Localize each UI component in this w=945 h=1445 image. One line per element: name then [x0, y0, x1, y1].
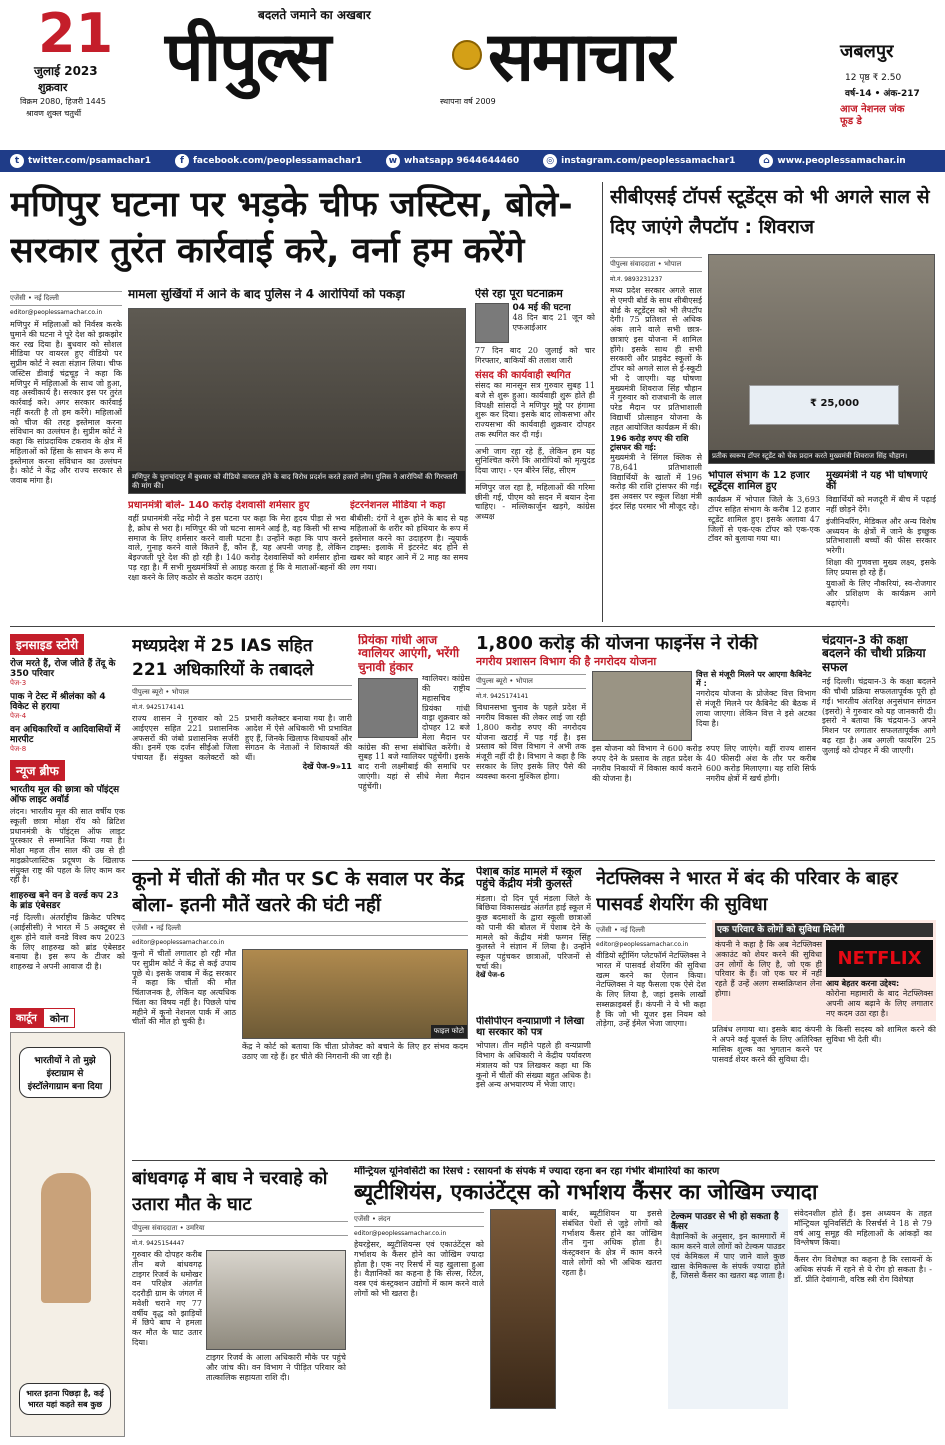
volume: वर्ष-14 • अंक-217 — [845, 89, 920, 99]
lead-sub2: इंटरनेशनल मीडिया ने कहा बीबीसी: दंगों ने शुरू होने के बाद से यह महिलाओं के शरीर को हथियार के रूप में इस्तेमाल करने का उदाहरण है। न्यूयार्क टाइम्स: इलाके में इंटरनेट बंद होने से खबर को बाहर आने में 2 माह का समय लग गया। — [350, 500, 468, 572]
logo-title-right: समाचार — [488, 18, 673, 97]
inside-item[interactable]: रोज मरते हैं, रोज जीते हैं तेंदू के 350 परिवार पेज-3 — [10, 659, 116, 688]
montreal-story: मॉन्ट्रियल यूनिवर्सिटी का रिसर्च : रसायनों के संपर्क में ज्यादा रहना बन रहा गंभीर बीमारियों का कारण ब्यूटीशियंस, एकाउंटेंट्स को गर्भाशय कैंसर का जोखिम ज्यादा एजेंसी • लंदन editor@peoplessamachar.co.in हेयरड्रेसर, ब्यूटीशियन्स एवं एकाउंटेंट्स को गर्भाशय के कैंसर होने का जोखिम ज्यादा होता है। एक नए रिसर्च में यह खुलासा हुआ है। वैज्ञानिकों का कहना है कि सेल्स, रिटेल, वस्त्र एवं कंस्ट्रक्शन उद्योगों में काम करने वाले लोगों को भी खतरा है। बार्बर, ब्यूटीशियन या इससे संबंधित पेशों से जुड़े लोगों को गर्भाशय कैंसर होने का जोखिम तीन गुना अधिक होता है। कंस्ट्रक्शन के क्षेत्र में काम करने वाले लोगों को भी अधिक खतरा रहता है। टेल्कम पाउडर से भी हो सकता है कैंसर वैज्ञानिकों के अनुसार, इन कामगारों में काम करने वाले लोगों को टेल्कम पाउडर एवं केमिकल में पाए जाने वाले कुछ खास केमिकल्स के संपर्क ज्यादा होते हैं, जिससे कैंसर का खतरा बढ़ जाता है। संवेदनशील होते हैं। इस अध्ययन के तहत मॉन्ट्रियल यूनिवर्सिटी के रिसर्चर्स ने 18 से 79 वर्ष आयु समूह की महिलाओं के आंकड़ों का विश्लेषण किया। कैंसर रोग विशेषज्ञ का कहना है कि रसायनों के अधिक संपर्क में रहने से ये रोग हो सकता है। - डॉ. प्रीति देवांगानी, वरिष्ठ स्त्री रोग विशेषज्ञ — [354, 1166, 936, 1440]
inside-item[interactable]: पाक ने टेस्ट में श्रीलंका को 4 विकेट से हराया पेज-4 — [10, 692, 106, 721]
cartoon-panel: भारतीयों ने तो मुझे इंस्टाग्राम से इंस्टॉलेगाग्राम बना दिया भारत इतना पिछड़ा है, कई भारत यहां कहते सब कुछ — [10, 1032, 125, 1437]
timeline-col: ऐसे रहा पूरा घटनाक्रम 04 मई की घटना 48 दिन बाद 21 जून को एफआईआर 77 दिन बाद 20 जुलाई को चार गिरफ्तार, बाकियों की तलाश जारी संसद की कार्यवाही स्थगित संसद का मानसून सत्र गुरुवार सुबह 11 बजे से शुरू हुआ। कार्यवाही शुरू होते ही विपक्षी सांसदों ने मणिपुर मुद्दे पर हंगामा शुरू कर दिया। इसके बाद लोकसभा और राज्यसभा की कार्यवाही शुक्रवार दोपहर तक स्थगित कर दी गई। अभी जाग रहा रहे हैं, लेकिन हम यह सुनिश्चित करेंगे कि आरोपियों को मृत्युदंड दिया जाए। - एन बीरेन सिंह, सीएम मणिपुर जल रहा है, महिलाओं की गरिमा छीनी गई, पीएम को सदन में बयान देना चाहिए। - मल्लिकार्जुन खड़गे, कांग्रेस अध्यक्ष — [475, 288, 595, 521]
list-item: इंजीनियरिंग, मेडिकल और अन्य विशेष अध्ययन के क्षेत्रों में जाने के इच्छुक प्रतिभाशाली बच्चों की फीस सरकार भरेगी। — [826, 516, 936, 556]
social-item[interactable]: f facebook.com/peoplessamachar1 — [175, 154, 362, 168]
pages-price: 12 पृष्ठ ₹ 2.50 — [845, 73, 902, 83]
lead-photo — [128, 308, 466, 494]
cartoon: कार्टून कोना भारतीयों ने तो मुझे इंस्टाग्राम से इंस्टॉलेगाग्राम बना दिया भारत इतना पिछड़ा है, कई भारत यहां कहते सब कुछ — [10, 1008, 125, 1438]
masthead — [0, 0, 945, 148]
date-day: 21 — [38, 2, 114, 65]
cheetah-photo: फाइल फोटो — [242, 949, 468, 1039]
cartoon-figure — [41, 1173, 91, 1303]
cbse-photo: ₹ 25,000 प्रतीक स्वरूप टॉपर स्टूडेंट को चेक प्रदान करते मुख्यमंत्री शिवराज सिंह चौहान। — [708, 254, 935, 464]
cbse-text: पीपुल्स संवाददाता • भोपाल मो.नं. 9893231237 — [610, 254, 702, 622]
social-bar — [0, 150, 945, 172]
lead-body: मणिपुर में महिलाओं को निर्वस्त्र करके घुमाने की घटना ने पूरे देश को झकझोर कर रख दिया है। बुधवार को सोशल मीडिया पर वायरल हुए वीडियो पर सुप्रीम कोर्ट ने स्वतः संज्ञान लिया। चीफ जस्टिस डीवाई चंद्रचूड़ ने कहा कि मणिपुर में महिलाओं के साथ जो हुआ, वह अस्वीकार्य है। सरकार इस पर तुरंत कार्रवाई करे। अगर सरकार कार्रवाई नहीं करती है तो हम करेंगे। महिलाओं को चीज की तरह इस्तेमाल करना संविधान का उल्लंघन है। सुप्रीम कोर्ट ने कहा कि सांप्रदायिक टकराव के क्षेत्र में महिलाओं को हिंसा के साधन के रूप में इस्तेमाल करना संविधान का उल्लंघन है। कोर्ट ने केंद्र और राज्य सरकार से जवाब मांगा है। — [10, 320, 122, 485]
moon-story: चंद्रयान-3 की कक्षा बदलने की चौथी प्रक्रिया सफल नई दिल्ली। चंद्रयान-3 के कक्षा बदलने की चौथी प्रक्रिया सफलतापूर्वक पूरी हो गई। भारतीय अंतरिक्ष अनुसंधान संगठन (इसरो) ने गुरुवार को यह जानकारी दी। इसरो ने बताया कि चंद्रयान-3 अपने मिशन पर लगातार सफलतापूर्वक आगे बढ़ रहा है। अब अगली फायरिंग 25 जुलाई को दोपहर में की जाएगी। — [822, 634, 936, 755]
list-item: युवाओं के लिए नौकरियां, स्व-रोजगार और प्रशिक्षण के कार्यक्रम आगे बढ़ाएंगे। — [826, 579, 936, 608]
lead-headline: मणिपुर घटना पर भड़के चीफ जस्टिस, बोले- सरकार तुरंत कार्रवाई करे, वर्ना हम करेंगे — [10, 185, 573, 271]
lead-email: editor@peoplessamachar.co.in — [10, 309, 103, 316]
social-item[interactable]: t twitter.com/psamachar1 — [10, 154, 151, 168]
cbse-body: मध्य प्रदेश सरकार अगले साल से एमपी बोर्ड के साथ सीबीएसई बोर्ड के स्टूडेंट्स को भी लैपटॉप देगी। 75 प्रतिशत से अधिक अंक लाने वाले सभी छात्र-छात्राएं इस योजना में शामिल होंगे। इसके साथ ही सभी सरकारी और प्राइवेट स्कूलों के टॉपर को अगले साल से ई-स्कूटी भी दे जाएगी। यह घोषणा मुख्यमंत्री शिवराज सिंह चौहान ने गुरुवार को राजधानी के लाल परेड मैदान पर प्रतिभाशाली विद्यार्थी प्रोत्साहन योजना के तहत आयोजित कार्यक्रम में की। 196 करोड़ रुपए की राशि ट्रांसफर की गई: मुख्यमंत्री ने सिंगल क्लिक से 78,641 प्रतिभाशाली विद्यार्थियों के खातों में 196 करोड़ की राशि ट्रांसफर की गई। इस अवसर पर स्कूल शिक्षा मंत्री इंदर सिंह परमार भी मौजूद रहे। — [610, 286, 702, 511]
twitter-icon: t — [10, 154, 24, 168]
lead-photo-caption: मणिपुर के चुराचांदपुर में बुधवार को वीडियो वायरल होने के बाद विरोध प्रदर्शन करते हजारों लोग। पुलिस ने आरोपियों की गिरफ्तारी की मांग की। — [129, 471, 466, 493]
logo-emblem-icon — [452, 40, 482, 70]
social-item[interactable]: w whatsapp 9644644460 — [386, 154, 519, 168]
inside-item[interactable]: वन अधिकारियों व आदिवासियों में मारपीट पेज-8 — [10, 725, 121, 754]
timeline-photo — [475, 303, 509, 343]
peshawar-story: पेशाब कांड मामले में स्कूल पहुंचे केंद्रीय मंत्री कुलस्ते मंडला। दो दिन पूर्व मंडला जिले के बिछिया विकासखंड अंतर्गत हाई स्कूल में कुछ बदमाशों के द्वारा स्कूली छात्राओं को पानी की बोतल में पेशाब देने के मामले को केंद्रीय मंत्री फग्गन सिंह कुलस्ते ने संज्ञान में लिया है। उन्होंने स्कूल पहुंचकर छात्राओं, परिजनों से चर्चा की। देखें पेज-6 — [476, 866, 591, 979]
cbse-box1: भोपाल संभाग के 12 हजार स्टूडेंट्स शामिल हुए कार्यक्रम में भोपाल जिले के 3,693 टॉपर सहित संभाग के करीब 12 हजार स्टूडेंट शामिल हुए। इसके अलावा 47 जिलों से एक-एक टॉपर को एक-एक टॉवर को बुलाया गया था। — [708, 470, 820, 544]
netflix-logo: NETFLIX — [826, 940, 933, 977]
lead-left-col — [10, 288, 122, 618]
lead-byline: एजेंसी • नई दिल्ली — [10, 291, 122, 306]
priyanka-story: प्रियंका गांधी आज ग्वालियर आएंगी, भरेंगी चुनावी हुंकार ग्वालियर। कांग्रेस की राष्ट्रीय महासचिव प्रियंका गांधी वाड्रा शुक्रवार को दोपहर 12 बजे मेला मैदान पर कांग्रेस की सभा संबोधित करेंगी। वे सुबह 11 बजे ग्वालियर पहुंचेंगी। इसके बाद रानी लक्ष्मीबाई की समाधि पर जाएंगी। यहां से सीधे मेला मैदान पहुंचेंगी। — [358, 634, 470, 791]
cheetah-story: कूनो में चीतों की मौत पर SC के सवाल पर केंद्र बोला- इतनी मौतें खतरे की घंटी नहीं एजेंसी • नई दिल्ली editor@peoplessamachar.co.in कूनो में चीतों लगातार हो रही मौत पर सुप्रीम कोर्ट ने केंद्र से कई उपाय पूछे थे। इसके जवाब में केंद्र सरकार ने कहा कि चीतों की मौत चिंताजनक है, लेकिन यह अत्यधिक चिंता का विषय नहीं है। पिछले पांच महीने में कूनो नेशनल पार्क में आठ चीतों की मौत हो चुकी है। फाइल फोटो केंद्र ने कोर्ट को बताया कि चीता प्रोजेक्ट को बचाने के लिए हर संभव कदम उठाए जा रहे हैं। हर चीते की निगरानी की जा रही है। — [132, 868, 468, 1061]
facebook-icon: f — [175, 154, 189, 168]
date-month: जुलाई 2023 — [34, 64, 98, 78]
lead-sub1: प्रधानमंत्री बोले- 140 करोड़ देशवासी शर्मसार हुए वहीं प्रधानमंत्री नरेंद्र मोदी ने इस घटना पर कहा कि मेरा हृदय पीड़ा से भरा है, क्रोध से भरा है। मणिपुर की जो घटना सामने आई है, वह किसी भी सभ्य समाज के लिए शर्मसार करने वाली घटना है। उन्होंने कहा कि पाप करने वाले, गुनाह करने वाले कितने हैं, कौन हैं, यह अपनी जगह है, लेकिन बेइज्जती पूरे देश की हो रही है। 140 करोड़ देशवासियों को शर्मसार होना पड़ रहा है। मैं सभी मुख्यमंत्रियों से आग्रह करता हूं कि वे माताओं-बहनों की रक्षा करने के लिए कठोर से कठोर कदम उठाएं। — [128, 500, 346, 582]
web-icon: ⌂ — [759, 154, 773, 168]
cbse-headline: सीबीएसई टॉपर्स स्टूडेंट्स को भी अगले साल से दिए जाएंगे लैपटॉप : शिवराज — [610, 186, 930, 238]
scheme-story: 1,800 करोड़ की योजना फाइनेंस ने रोकी नगरीय प्रशासन विभाग की है नगरोदय योजना पीपुल्स ब्यूरो • भोपाल मो.नं. 9425174141 विधानसभा चुनाव के पहले प्रदेश में नगरीय विकास की लेकर लाई जा रही 1,800 करोड़ रुपए की नगरोदय योजना खटाई में पड़ गई है। इस प्रस्ताव को वित्त विभाग ने अभी तक मंजूरी नहीं दी है। विभाग ने कहा है कि सरकार के लिए इसके लिए पैसे की व्यवस्था करना मुश्किल होगा। वित्त से मंजूरी मिलने पर आएगा कैबिनेट में : नगरोदय योजना के प्रोजेक्ट वित्त विभाग से मंजूरी मिलने पर कैबिनेट की बैठक में लाया जाएगा। लेकिन वित्त ने इसे अटका दिया है। इस योजना को विभाग ने 600 करोड़ रुपए देने के प्रस्ताव के तहत प्रदेश के नगरीय निकायों में विकास कार्य कराने की योजना है। रुपए लिए जाएंगे। वहीं राज्य शासन 40 फीसदी अंश के तौर पर करीब 600 करोड़ मिलाएगा। यह राशि सिर्फ नगरीय क्षेत्रों में खर्च होगी। — [476, 634, 816, 783]
special-day: आज नेशनल जंक फूड डे — [840, 104, 905, 127]
social-item[interactable]: ◎ instagram.com/peoplessamachar1 — [543, 154, 735, 168]
tiger-photo — [206, 1250, 346, 1350]
whatsapp-icon: w — [386, 154, 400, 168]
list-item: विद्यार्थियों को मजदूरी में बीच में पढ़ाई नहीं छोड़ने देंगे। — [826, 495, 936, 515]
date-tithi: श्रावण शुक्ल चतुर्थी — [26, 109, 82, 118]
list-item: शिक्षा की गुणवत्ता मुख्य लक्ष्य, इसके लिए प्रयास हो रहे हैं। — [826, 557, 936, 577]
date-weekday: शुक्रवार — [38, 81, 68, 94]
ppmix-story: पीसीपीएन वन्याप्राणी ने लिखा था सरकार को पत्र भोपाल। तीन महीने पहले ही वन्यप्राणी विभाग के अधिकारी ने केंद्रीय पर्यावरण मंत्रालय को पत्र लिखकर कहा था कि कूनो में चीतों की संख्या बहुत अधिक है। इसे अन्य अभयारण्य में भेजा जाए। — [476, 1016, 591, 1090]
edition-city: जबलपुर — [840, 41, 894, 62]
tiger-story: बांधवगढ़ में बाघ ने चरवाहे को उतारा मौत के घाट पीपुल्स संवाददाता • उमरिया मो.नं. 9425154447 गुरुवार की दोपहर करीब तीन बजे बांधवगढ़ टाइगर रिजर्व के धमोखर वन परिक्षेत्र अंतर्गत ददरौड़ी ग्राम के जंगल में मवेशी चराने गए 77 वर्षीय वृद्ध को झाड़ियों में छिपे बाघ ने हमला कर मौत के घाट उतार दिया। टाइगर रिजर्व के आला अधिकारी मौके पर पहुंचे और जांच की। वन विभाग ने पीड़ित परिवार को तात्कालिक सहायता राशि दी। — [132, 1168, 346, 1382]
instagram-icon: ◎ — [543, 154, 557, 168]
established: स्थापना वर्ष 2009 — [440, 97, 496, 106]
social-item[interactable]: ⌂ www.peoplessamachar.in — [759, 154, 905, 168]
money-photo — [592, 671, 692, 741]
news-brief: न्यूज ब्रीफ भारतीय मूल की छात्रा को पॉइंट्स ऑफ लाइट अवॉर्ड लंदन। भारतीय मूल की सात वर्षीय एक स्कूली छात्रा मोक्षा रॉय को ब्रिटिश प्रधानमंत्री के पॉइंट्स ऑफ लाइट पुरस्कार से सम्मानित किया गया है। मोक्षा महज तीन साल की उम्र से ही माइक्रोप्लास्टिक प्रदूषण के खिलाफ संयुक्त राष्ट्र की पहल के लिए काम कर रही है। शाहरुख बने वन डे वर्ल्ड कप 23 के ब्रांड एंबेसडर नई दिल्ली। अंतर्राष्ट्रीय क्रिकेट परिषद (आईसीसी) ने भारत में 5 अक्टूबर से शुरू होने वाले वनडे विश्व कप 2023 के लिए शाहरुख को ब्रांड एंबेसडर बनाया है। इस रूप के टीजर को शाहरुख ने अपनी आवाज दी है। — [10, 760, 125, 1002]
hair-photo — [490, 1209, 556, 1409]
priyanka-photo — [358, 678, 418, 738]
date-samvat: विक्रम 2080, हिजरी 1445 — [20, 97, 106, 106]
netflix-story: नेटफ्लिक्स ने भारत में बंद की परिवार के बाहर पासवर्ड शेयरिंग की सुविधा एजेंसी • नई दिल्ली editor@peoplessamachar.co.in वीडियो स्ट्रीमिंग प्लेटफॉर्म नेटफ्लिक्स ने भारत में पासवर्ड शेयरिंग की सुविधा खत्म करने का ऐलान किया। नेटफ्लिक्स ने यह फैसला एक ऐसे देश के लिए लिया है, जहां इसके लाखों सब्सक्राइबर्स हैं। कंपनी ने ये भी कहा है कि जो भी यूजर इस नियम को तोड़ेगा, उन्हें ईमेल भेजा जाएगा। एक परिवार के लोगों को सुविधा मिलेगी कंपनी ने कहा है कि अब नेटफ्लिक्स अकाउंट को शेयर करने की सुविधा उन लोगों के लिए है, जो एक ही परिवार के हैं। जो एक घर में नहीं रहते हैं उन्हें अलग सब्सक्रिप्शन लेना होगा। NETFLIX आय बेहतर करना उद्देश्य: कोरोना महामारी के बाद नेटफ्लिक्स अपनी आय बढ़ाने के लिए लगातार नए कदम उठा रहा है। प्रतिबंध लगाया था। इसके बाद कंपनी ने अपने कई यूजर्स के लिए अतिरिक्त मासिक शुल्क का भुगतान करने पर पासवर्ड शेयर करने की सुविधा दी। के किसी सदस्य को शामिल करने की सुविधा भी देती थी। — [596, 868, 936, 1064]
lead-photo-banner: मामला सुर्खियों में आने के बाद पुलिस ने 4 आरोपियों को पकड़ा — [128, 288, 405, 301]
ias-story: मध्यप्रदेश में 25 IAS सहित 221 अधिकारियों के तबादले पीपुल्स ब्यूरो • भोपाल मो.नं. 9425174141 राज्य शासन ने गुरुवार को 25 आईएएस सहित 221 प्रशासनिक अफसरों की जंबो प्रशासनिक सर्जरी की। इनमें एक दर्जन सीईओ जिला पंचायत हैं। संयुक्त कलेक्टरों को प्रभारी कलेक्टर बनाया गया है। जारी आदेश में ऐसे अधिकारी भी प्रभावित हुए हैं, जिनके खिलाफ विधायकों और संगठन के नेताओं ने शिकायतें की थीं। देखें पेज-9»11 — [132, 636, 352, 771]
cbse-check: ₹ 25,000 — [749, 385, 899, 425]
logo-title-left: पीपुल्स — [165, 18, 330, 97]
tagline: बदलते जमाने का अखबार — [258, 8, 371, 22]
inside-story: इनसाइड स्टोरी रोज मरते हैं, रोज जीते हैं तेंदू के 350 परिवार पेज-3 पाक ने टेस्ट में श्रीलंका को 4 विकेट से हराया पेज-4 वन अधिकारियों व आदिवासियों में मारपीट पेज-8 — [10, 634, 125, 754]
cbse-box2: मुख्यमंत्री ने यह भी घोषणाएं कीं विद्यार्थियों को मजदूरी में बीच में पढ़ाई नहीं छोड़ने देंगे। इंजीनियरिंग, मेडिकल और अन्य विशेष अध्ययन के क्षेत्रों में जाने के इच्छुक प्रतिभाशाली बच्चों की फीस सरकार भरेगी। शिक्षा की गुणवत्ता मुख्य लक्ष्य, इसके लिए प्रयास हो रहे हैं। युवाओं के लिए नौकरियां, स्व-रोजगार और प्रशिक्षण के कार्यक्रम आगे बढ़ाएंगे। — [826, 470, 936, 608]
